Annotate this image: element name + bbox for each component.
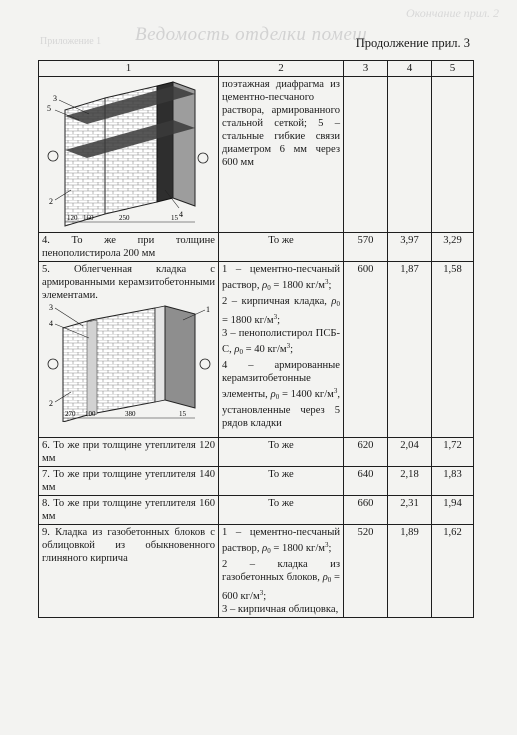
cell-value: 3,97 [388,233,432,262]
material-description [219,525,344,618]
material-description [219,262,344,438]
bleed-through-right-caption: Окончание прил. 2 [405,6,499,20]
text-fragment: 4 – армированные керамзитобетонные элементы, [222,360,340,400]
cell-value [432,77,474,233]
superscript: 3 [325,278,329,286]
column-header: 3 [344,61,388,77]
dimension-label: 160 [82,214,93,222]
text-fragment: = 1800 кг/м [222,315,274,326]
cell-value: 640 [344,467,388,496]
table-row [39,77,474,233]
construction-description: 9. Кладка из газобетонных блоков с облицовкой из обыкновенного глиняного кирпича [39,525,219,618]
cell-value: 3,29 [432,233,474,262]
material-description: То же [219,496,344,525]
rho-symbol: ρ [331,296,337,307]
material-description: То же [219,438,344,467]
cell-value: 570 [344,233,388,262]
text-fragment: ; [263,591,267,602]
diagram-label: 5 [46,104,51,113]
text-fragment: = 600 кг/м [222,572,341,602]
column-header: 4 [388,61,432,77]
table-row [39,233,474,262]
table-row [39,262,474,438]
subscript: 0 [275,393,280,401]
construction-description: 8. То же при толщине утеплителя 160 мм [39,496,219,525]
subscript: 0 [327,576,332,584]
text-fragment: = 40 кг/м [242,344,287,355]
subscript: 0 [239,348,243,356]
text-fragment: ; [277,315,281,326]
bleed-through-left-caption: Приложение 1 [40,36,102,47]
cell-value: 1,83 [432,467,474,496]
cell-value: 2,31 [388,496,432,525]
rho-symbol: ρ [262,280,268,291]
text-fragment: = 1800 кг/м [270,280,326,291]
subscript: 0 [267,284,271,292]
text-fragment: = 1800 кг/м [270,543,326,554]
page-header: Продолжение прил. 3 [355,36,470,50]
table-row [39,525,474,618]
construction-description: 4. То же при толщине пенополистирола 200 мм [39,233,219,262]
dimension-label: 15 [170,214,178,222]
text-fragment: 3 – пенополистирол ПСБ-С, [222,328,340,355]
dimension-label: 380 [124,410,135,418]
cell-value [344,77,388,233]
construction-cell [39,262,219,438]
text-fragment: 1 – цементно-песчаный раствор, [222,264,340,291]
text-fragment: 1 – цементно-песчаный раствор, [222,527,340,554]
superscript: 3 [333,387,338,395]
text-fragment: ; [328,280,332,291]
text-fragment: ; [328,543,332,554]
dimension-label: 100 [84,410,95,418]
text-fragment: 2 – кирпичная кладка, [222,296,332,307]
table-header-row [39,61,474,77]
column-header: 2 [219,61,344,77]
text-fragment: ; [290,344,294,355]
wall-diagram-cell [39,77,219,233]
cell-value: 1,58 [432,262,474,438]
rho-symbol: ρ [262,543,268,554]
superscript: 3 [325,541,329,549]
cell-value: 600 [344,262,388,438]
diagram-label: 1 [205,305,210,314]
cell-value: 1,94 [432,496,474,525]
cell-value: 2,04 [388,438,432,467]
material-description: поэтажная диафрагма из цементно-песчаного раствора, армированного стальной сеткой; 5 – стальные гибкие связи диаметром 6 мм через 600 мм [219,77,344,233]
cell-value: 2,18 [388,467,432,496]
construction-description: 7. То же при толщине утеплителя 140 мм [39,467,219,496]
material-description: То же [219,467,344,496]
diagram-label: 4 [178,210,183,219]
diagram-label: 3 [48,304,53,312]
dimension-label: 250 [118,214,129,222]
table-row [39,496,474,525]
subscript: 0 [267,547,271,555]
cell-value: 1,89 [388,525,432,618]
diagram-label: 2 [48,399,53,408]
diagram-label: 4 [48,319,53,328]
dimension-label: 270 [64,410,75,418]
bleed-through-title: Ведомость отделки помещ [135,24,368,45]
table-row [39,438,474,467]
diagram-label: 2 [48,197,53,206]
construction-description: 5. Облегченная кладка с армированными керамзитобетонными элементами. [42,264,215,301]
cell-value: 520 [344,525,388,618]
superscript: 3 [286,342,291,350]
rho-symbol: ρ [322,572,328,583]
dimension-label: 15 [178,410,186,418]
text-fragment: , установленные через 5 рядов кладки [222,389,341,429]
wall-section-diagram-2 [45,304,213,422]
wall-section-diagram-1 [45,80,213,230]
dimension-label: 120 [66,214,77,222]
rho-symbol: ρ [234,344,240,355]
superscript: 3 [259,589,264,597]
cell-value: 1,72 [432,438,474,467]
text-fragment: 2 – кладка из газобетонных блоков, [222,559,340,583]
column-header: 5 [432,61,474,77]
cell-value: 1,87 [388,262,432,438]
rho-symbol: ρ [270,389,276,400]
subscript: 0 [336,300,340,308]
text-fragment: = 1400 кг/м [279,389,334,400]
superscript: 3 [273,313,278,321]
cell-value: 620 [344,438,388,467]
construction-description: 6. То же при толщине утеплителя 120 мм [39,438,219,467]
material-description: То же [219,233,344,262]
materials-table [38,60,474,618]
cell-value: 1,62 [432,525,474,618]
column-header: 1 [39,61,219,77]
text-fragment: 3 – кирпичная облицовка, [222,604,339,615]
cell-value [388,77,432,233]
table-row [39,467,474,496]
cell-value: 660 [344,496,388,525]
diagram-label: 3 [52,94,57,103]
